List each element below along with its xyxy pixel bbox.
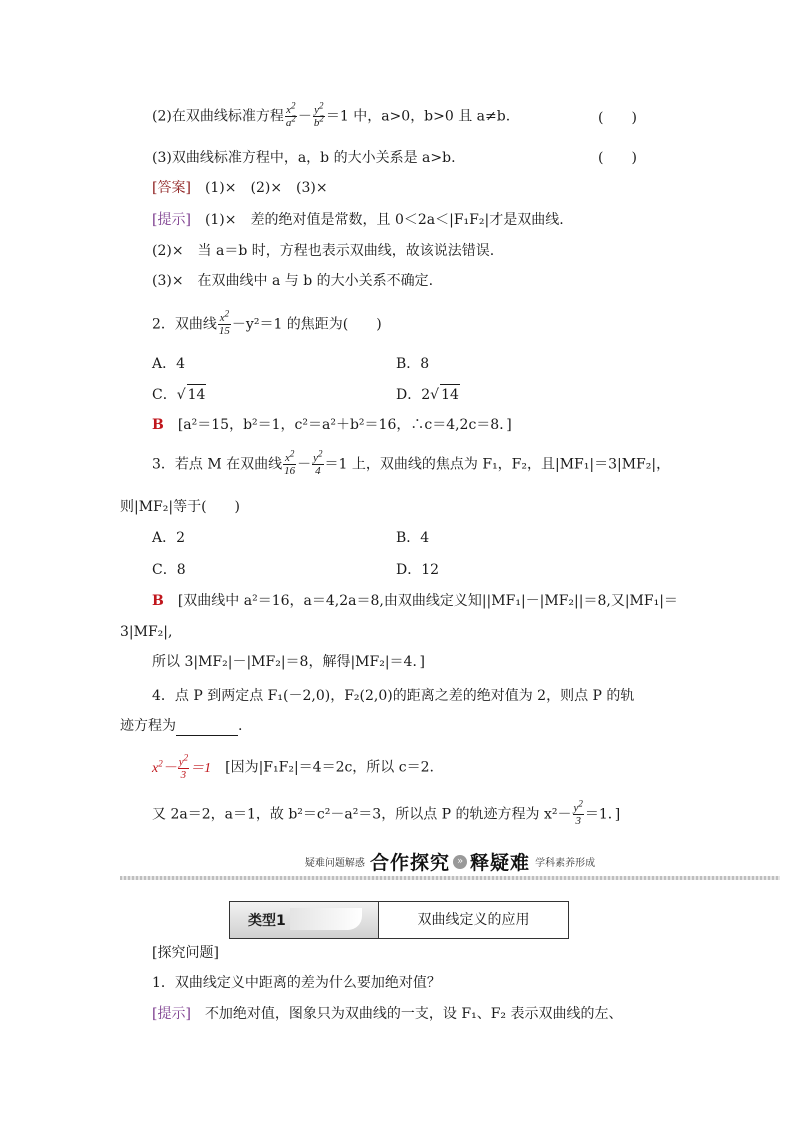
problem-3-answer-line-3: 所以 3|MF₂|－|MF₂|＝8，解得|MF₂|＝4．]	[152, 654, 425, 670]
question-2-line: (2)在双曲线标准方程 $\frac{x^2}{a^2}$ － $\frac{y^2}{b^2}$ ＝1 中，a>0，b>0 且 a≠b.	[152, 100, 511, 129]
problem-4-stem-line-1: 4．点 P 到两定点 F₁(－2,0)，F₂(2,0)的距离之差的绝对值为 2，则点 P 的轨	[152, 688, 635, 704]
problem-4-stem-line-2: 迹方程为 .	[120, 718, 243, 734]
problem-3-stem-suffix: ＝1 上，双曲线的焦点为 F₁，F₂，且|MF₁|＝3|MF₂|，	[324, 456, 671, 473]
explore-hint-text: 不加绝对值，图象只为双曲线的一支，设 F₁、F₂ 表示双曲线的左、	[204, 1006, 623, 1022]
sqrt-14-c: 14	[187, 384, 207, 405]
hint-1-text: (1)× 差的绝对值是常数，且 0＜2a＜|F₁F₂|才是双曲线.	[204, 212, 564, 228]
hint-1-label: [提示]	[152, 212, 191, 228]
hint-2-line: (2)× 当 a＝b 时，方程也表示双曲线，故该说法错误.	[152, 243, 495, 259]
hint-1-line	[152, 210, 564, 230]
problem-3-stem-prefix: 3．若点 M 在双曲线	[152, 456, 283, 473]
question-2-prefix: (2)在双曲线标准方程	[152, 108, 284, 125]
section-banner	[120, 848, 780, 886]
problem-3-option-d: D．12	[396, 562, 440, 578]
question-2-condition: a>0，b>0 且 a≠b.	[381, 108, 511, 125]
problem-3-option-b: B．4	[396, 530, 430, 546]
problem-2-option-a: A．4	[152, 356, 186, 372]
problem-2-option-d: D．2√ 14	[396, 384, 460, 405]
problem-3-answer-letter: B	[152, 593, 164, 609]
answer-label: [答案]	[152, 180, 191, 196]
problem-4-answer-formula: $x^2-$ $\frac{y^2}{3}$ ＝1	[152, 752, 212, 781]
problem-2-answer-text: [a²＝15，b²＝1，c²＝a²＋b²＝16，∴c＝4,2c＝8．]	[177, 417, 512, 433]
problem-2-option-b: B．8	[396, 356, 430, 372]
question-3-answer-paren: ( )	[598, 150, 637, 166]
problem-2-stem-suffix: －y²＝1 的焦距为( )	[231, 316, 382, 333]
problem-4-stem-line-2-text: 迹方程为	[120, 718, 176, 734]
answer-text: (1)× (2)× (3)×	[204, 180, 328, 196]
problem-3-answer-line-2: 3|MF₂|,	[120, 624, 173, 640]
problem-4-answer	[152, 752, 434, 781]
banner-title-1: 合作探究	[369, 852, 450, 874]
explore-hint-line	[152, 1004, 623, 1024]
problem-2-answer	[152, 415, 512, 435]
type-title: 双曲线定义的应用	[417, 912, 530, 928]
fraction-x2-16: $\frac{x^2}{16}$	[284, 448, 296, 477]
question-2-mid: 中，	[353, 108, 382, 125]
problem-3-answer-text-1: [双曲线中 a²＝16，a＝4,2a＝8,由双曲线定义知||MF₁|－|MF₂||＝8,又|MF₁|＝	[177, 593, 678, 609]
fraction-x2-15: $\frac{x^2}{15}$	[218, 308, 230, 337]
answer-blank	[176, 721, 238, 736]
problem-4-answer-text-2: 又 2a＝2，a＝1，故 b²＝c²－a²＝3，所以点 P 的轨迹方程为 x²－	[152, 806, 572, 823]
explore-question-1: 1．双曲线定义中距离的差为什么要加绝对值？	[152, 975, 441, 991]
problem-2-stem	[152, 308, 382, 337]
chevron-right-icon: »	[453, 855, 467, 869]
banner-left-text: 疑难问题解惑	[304, 858, 365, 869]
fraction-y2-4: $\frac{y^2}{4}$	[313, 448, 323, 477]
problem-3-stem: 3．若点 M 在双曲线 $\frac{x^2}{16}$ － $\frac{y^2}{4}$ ＝1 上，双曲线的焦点为 F₁，F₂，且|MF₁|＝3|MF₂|，	[152, 448, 671, 477]
fraction-x2-a2: $\frac{x^2}{a^2}$	[285, 100, 296, 129]
problem-3-option-a: A．2	[152, 530, 186, 546]
problem-3-option-c: C．8	[152, 562, 186, 578]
banner-text	[120, 848, 780, 875]
type-box	[229, 901, 569, 939]
fraction-y2-b2: $\frac{y^2}{b^2}$	[313, 100, 324, 129]
problem-3-answer	[152, 591, 678, 611]
problem-2-stem-prefix: 2．双曲线	[152, 316, 217, 333]
question-3-line: (3)双曲线标准方程中，a，b 的大小关系是 a>b.	[152, 150, 456, 166]
problem-4-answer-text-1: [因为|F₁F₂|＝4＝2c，所以 c＝2.	[225, 759, 434, 776]
question-2-answer-paren: ( )	[598, 110, 637, 126]
type-label: 类型1	[248, 913, 286, 929]
type-label-cell	[230, 902, 379, 938]
banner-title-2: 释疑难	[470, 852, 531, 874]
banner-right-text: 学科素养形成	[535, 858, 596, 869]
hint-3-line: (3)× 在双曲线中 a 与 b 的大小关系不确定.	[152, 273, 434, 289]
problem-3-stem-line-2: 则|MF₂|等于( )	[120, 499, 241, 515]
problem-2-option-c: C．√ 14	[152, 384, 206, 405]
answer-line	[152, 178, 328, 198]
explore-hint-label: [提示]	[152, 1006, 191, 1022]
fraction-y2-3: $\frac{y^2}{3}$	[573, 798, 583, 827]
banner-divider	[120, 876, 780, 880]
problem-2-answer-letter: B	[152, 417, 164, 433]
problem-4-answer-line-2	[152, 798, 621, 827]
problem-4-answer-end: ＝1．]	[584, 806, 621, 823]
problem-2-option-c-label: C．	[152, 387, 177, 403]
sqrt-14-d: 14	[440, 384, 460, 405]
explore-label: [探究问题]	[152, 945, 219, 961]
problem-2-option-d-label: D．2	[396, 387, 431, 403]
